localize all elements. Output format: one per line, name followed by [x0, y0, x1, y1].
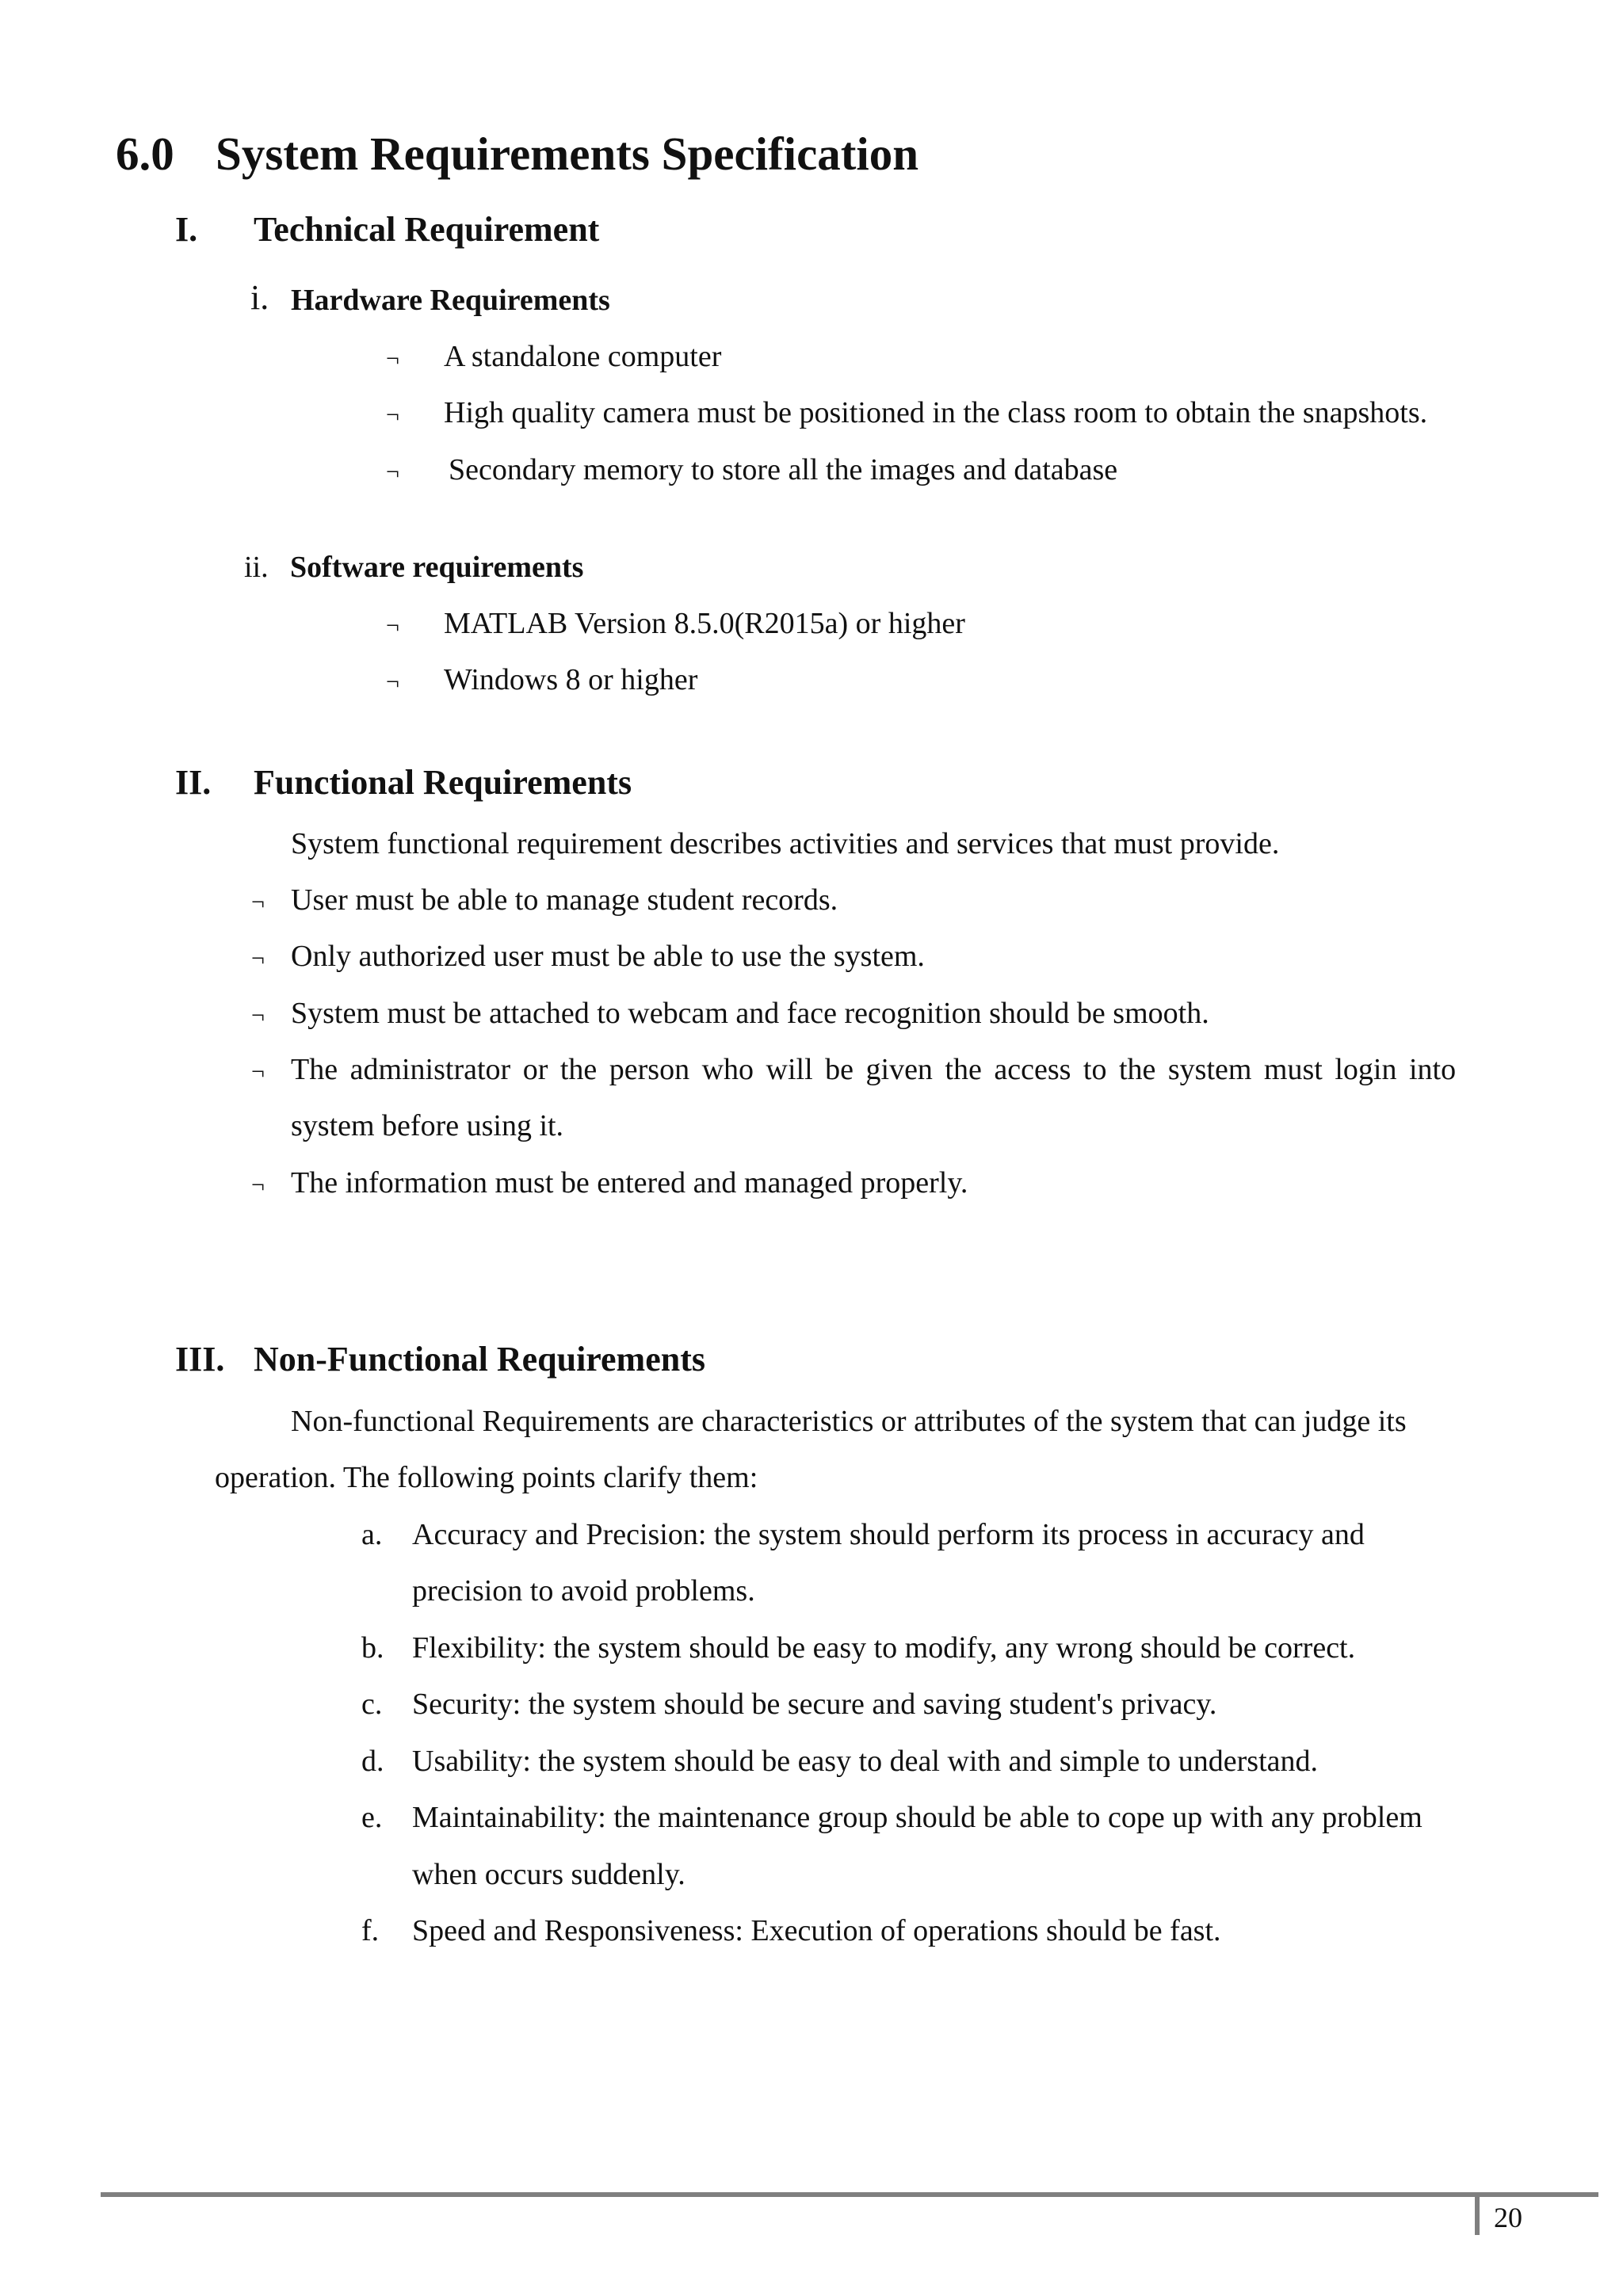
section-title: System Requirements Specification [216, 128, 919, 180]
nonfunctional-intro-line2: operation. The following points clarify them: [215, 1461, 758, 1494]
functional-item: System must be attached to webcam and face recognition should be smooth. [291, 997, 1209, 1030]
nonfunctional-item-continued: when occurs suddenly. [412, 1858, 685, 1891]
nonfunctional-item: Flexibility: the system should be easy to modify, any wrong should be correct. [412, 1631, 1356, 1665]
bullet-icon: ¬ [251, 1002, 265, 1028]
list-letter: e. [361, 1801, 383, 1834]
page-number: 20 [1494, 2202, 1522, 2233]
functional-title: Functional Requirements [254, 763, 632, 802]
hardware-item: Secondary memory to store all the images and database [449, 453, 1118, 486]
nonfunctional-intro-line1: Non-functional Requirements are characteristics or attributes of the system that can judge its [291, 1405, 1407, 1438]
functional-item: User must be able to manage student records. [291, 883, 838, 917]
hardware-title: Hardware Requirements [291, 284, 610, 317]
bullet-icon: ¬ [251, 1172, 265, 1198]
bullet-icon: ¬ [386, 669, 399, 695]
software-title: Software requirements [290, 551, 584, 584]
bullet-icon: ¬ [386, 459, 399, 485]
technical-numeral: I. [175, 210, 198, 249]
functional-intro: System functional requirement describes activities and services that must provide. [291, 827, 1280, 860]
footer-divider [101, 2192, 1598, 2197]
functional-item: Only authorized user must be able to use the system. [291, 940, 925, 973]
footer-page-marker [1475, 2197, 1480, 2235]
technical-title: Technical Requirement [254, 210, 600, 249]
section-number: 6.0 [116, 128, 174, 180]
hardware-numeral: i. [250, 278, 269, 317]
functional-item-continued: system before using it. [291, 1109, 564, 1142]
hardware-item: High quality camera must be positioned in the class room to obtain the snapshots. [444, 396, 1428, 429]
bullet-icon: ¬ [251, 945, 265, 971]
list-letter: c. [361, 1688, 383, 1721]
nonfunctional-item: Accuracy and Precision: the system should perform its process in accuracy and [412, 1518, 1365, 1551]
nonfunctional-numeral: III. [175, 1340, 225, 1379]
list-letter: f. [361, 1914, 380, 1947]
nonfunctional-item: Maintainability: the maintenance group should be able to cope up with any problem [412, 1801, 1423, 1834]
bullet-icon: ¬ [386, 402, 399, 428]
software-item: Windows 8 or higher [444, 663, 698, 696]
bullet-icon: ¬ [251, 889, 265, 915]
nonfunctional-item: Security: the system should be secure and saving student's privacy. [412, 1688, 1217, 1721]
bullet-icon: ¬ [251, 1058, 265, 1085]
functional-item: The information must be entered and managed properly. [291, 1166, 968, 1199]
bullet-icon: ¬ [386, 345, 399, 372]
functional-numeral: II. [175, 763, 212, 802]
functional-item-justified [291, 1052, 1506, 1087]
functional-item: The administrator or the person who will be given the access to the system must login into [291, 1053, 1457, 1086]
nonfunctional-title: Non-Functional Requirements [254, 1340, 705, 1379]
nonfunctional-item-continued: precision to avoid problems. [412, 1574, 755, 1608]
list-letter: a. [361, 1518, 383, 1551]
list-letter: b. [361, 1631, 384, 1665]
list-letter: d. [361, 1745, 384, 1778]
software-numeral: ii. [244, 551, 269, 584]
nonfunctional-item: Speed and Responsiveness: Execution of operations should be fast. [412, 1914, 1221, 1947]
nonfunctional-item: Usability: the system should be easy to deal with and simple to understand. [412, 1745, 1318, 1778]
hardware-item: A standalone computer [444, 340, 722, 373]
bullet-icon: ¬ [386, 612, 399, 639]
software-item: MATLAB Version 8.5.0(R2015a) or higher [444, 607, 965, 640]
